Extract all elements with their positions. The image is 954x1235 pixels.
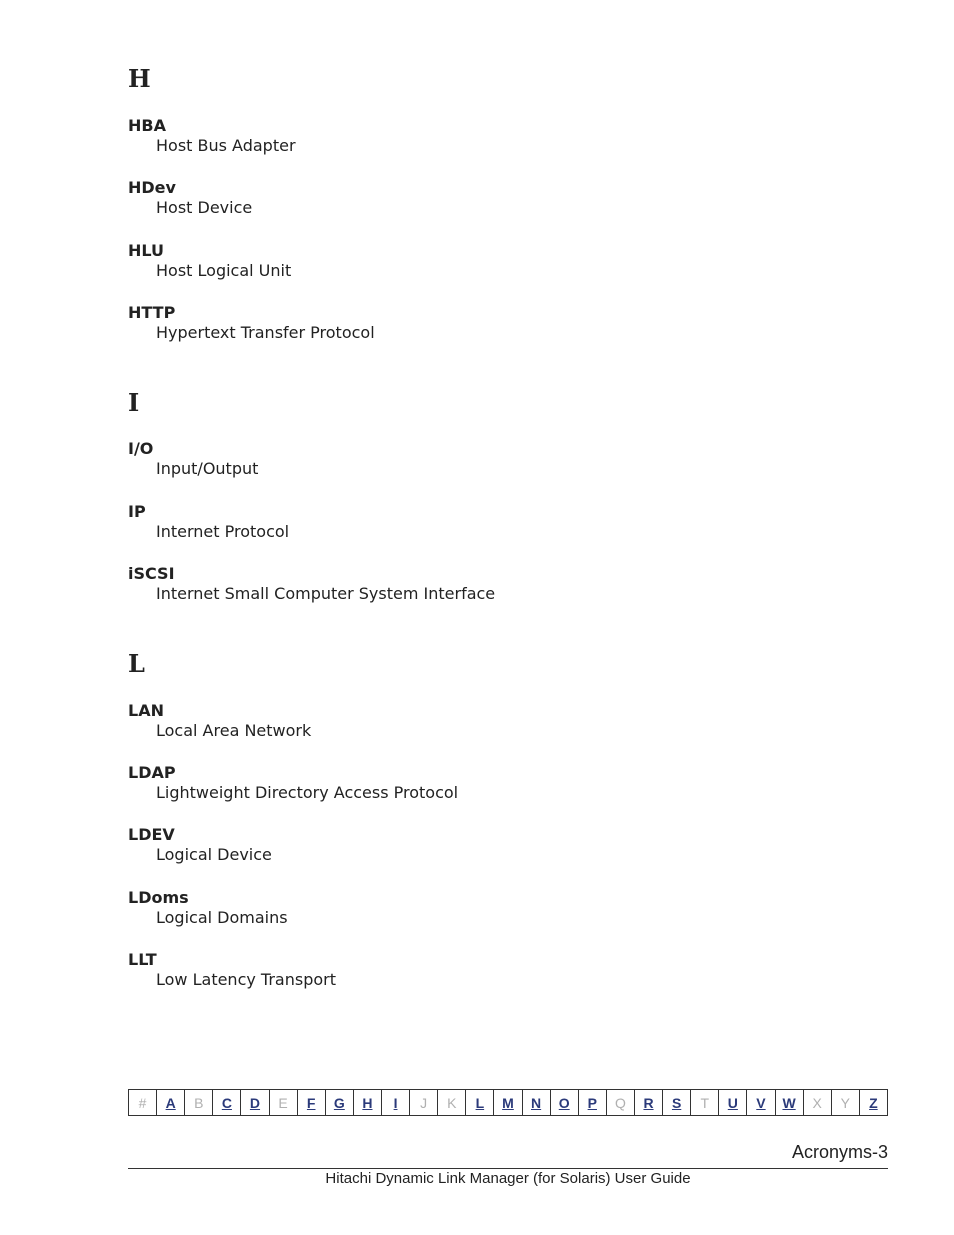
- glossary-entry: [128, 564, 495, 604]
- glossary-entry: [128, 439, 258, 479]
- entry-term: I/O: [128, 439, 154, 458]
- alpha-link-e: E: [270, 1090, 298, 1115]
- alpha-link-hash: #: [129, 1090, 157, 1115]
- entry-term: LAN: [128, 701, 164, 720]
- alpha-link-t: T: [691, 1090, 719, 1115]
- alpha-link-f[interactable]: F: [298, 1090, 326, 1115]
- entry-definition: Host Logical Unit: [156, 261, 292, 280]
- entry-term: LLT: [128, 950, 157, 969]
- entry-definition: Lightweight Directory Access Protocol: [156, 783, 459, 802]
- section-heading-l: L: [128, 649, 145, 678]
- alphabet-index-bar: [128, 1089, 888, 1116]
- alpha-link-a[interactable]: A: [157, 1090, 185, 1115]
- entry-term: HLU: [128, 241, 165, 260]
- glossary-entry: [128, 303, 375, 343]
- entry-term: iSCSI: [128, 564, 175, 583]
- alpha-link-r[interactable]: R: [635, 1090, 663, 1115]
- entry-definition: Internet Small Computer System Interface: [156, 584, 496, 603]
- glossary-entry: [128, 825, 272, 865]
- entry-term: LDoms: [128, 888, 189, 907]
- entry-term: HTTP: [128, 303, 176, 322]
- glossary-entry: [128, 701, 311, 741]
- entry-definition: Logical Domains: [156, 908, 288, 927]
- entry-definition: Host Device: [156, 198, 253, 217]
- entry-term: HBA: [128, 116, 166, 135]
- entry-definition: Logical Device: [156, 845, 272, 864]
- entry-definition: Input/Output: [156, 459, 259, 478]
- alpha-link-i[interactable]: I: [382, 1090, 410, 1115]
- section-heading-i: I: [128, 388, 140, 417]
- entry-definition: Low Latency Transport: [156, 970, 336, 989]
- glossary-entry: [128, 502, 289, 542]
- alpha-link-p[interactable]: P: [579, 1090, 607, 1115]
- entry-term: LDEV: [128, 825, 175, 844]
- entry-definition: Internet Protocol: [156, 522, 290, 541]
- alpha-link-d[interactable]: D: [241, 1090, 269, 1115]
- glossary-entry: [128, 950, 336, 990]
- alpha-link-l[interactable]: L: [466, 1090, 494, 1115]
- glossary-entry: [128, 888, 288, 928]
- glossary-entry: [128, 116, 296, 156]
- entry-term: IP: [128, 502, 146, 521]
- footer-divider: [128, 1168, 888, 1169]
- glossary-entry: [128, 763, 458, 803]
- alpha-link-c[interactable]: C: [213, 1090, 241, 1115]
- alpha-link-v[interactable]: V: [747, 1090, 775, 1115]
- entry-definition: Hypertext Transfer Protocol: [156, 323, 375, 342]
- alpha-link-s[interactable]: S: [663, 1090, 691, 1115]
- alpha-link-u[interactable]: U: [719, 1090, 747, 1115]
- alpha-link-k: K: [438, 1090, 466, 1115]
- alpha-link-b: B: [185, 1090, 213, 1115]
- alpha-link-y: Y: [832, 1090, 860, 1115]
- alpha-link-m[interactable]: M: [494, 1090, 522, 1115]
- entry-term: HDev: [128, 178, 176, 197]
- document-title: Hitachi Dynamic Link Manager (for Solaris) User Guide: [325, 1170, 691, 1187]
- glossary-entry: [128, 178, 252, 218]
- page-number: Acronyms-3: [791, 1142, 888, 1162]
- alpha-link-n[interactable]: N: [523, 1090, 551, 1115]
- alpha-link-o[interactable]: O: [551, 1090, 579, 1115]
- entry-term: LDAP: [128, 763, 176, 782]
- alpha-link-g[interactable]: G: [326, 1090, 354, 1115]
- section-heading-h: H: [128, 64, 151, 93]
- alpha-link-z[interactable]: Z: [869, 1094, 878, 1111]
- entry-definition: Local Area Network: [156, 721, 312, 740]
- alpha-link-q: Q: [607, 1090, 635, 1115]
- alpha-link-w[interactable]: W: [776, 1090, 804, 1115]
- alpha-link-h[interactable]: H: [354, 1090, 382, 1115]
- alpha-link-x: X: [804, 1090, 832, 1115]
- entry-definition: Host Bus Adapter: [156, 136, 296, 155]
- glossary-entry: [128, 241, 291, 281]
- alpha-link-j: J: [410, 1090, 438, 1115]
